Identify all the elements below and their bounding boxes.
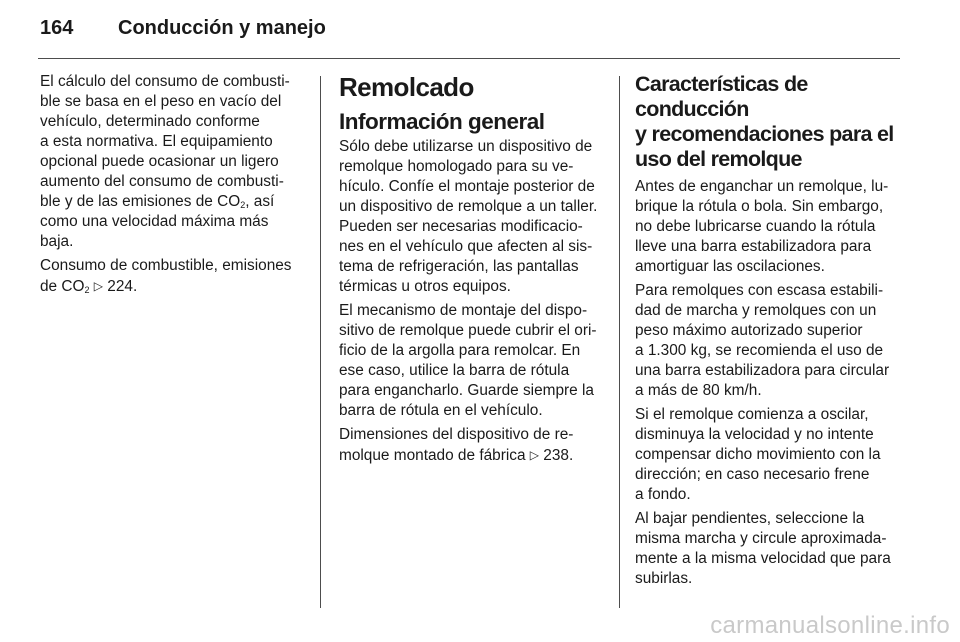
text-line: una barra estabilizadora para circular (635, 362, 890, 379)
column-divider-left (320, 76, 321, 608)
text-line: subirlas. (635, 570, 693, 587)
paragraph-stabilizer (635, 281, 901, 401)
column-2 (339, 72, 603, 465)
text-line: misma marcha y circule aproximada- (635, 530, 887, 547)
text-line: aumento del consumo de combusti- (40, 173, 284, 190)
text-line: lleve una barra estabilizadora para (635, 238, 872, 255)
text-line: El cálculo del consumo de combusti- (40, 73, 290, 90)
text-line: tema de refrigeración, las pantallas (339, 258, 579, 275)
text-line: opcional puede ocasionar un ligero (40, 153, 279, 170)
paragraph-emissions-ref (40, 256, 302, 296)
text-line-ref: de $CO_2$ ▷ 224. (40, 278, 138, 295)
column-3 (635, 72, 901, 589)
text-line: Pueden ser necesarias modificacio- (339, 218, 583, 235)
heading-line: Características de (635, 72, 808, 96)
text-line: Si el remolque comienza a oscilar, (635, 406, 869, 423)
text-line: El mecanismo de montaje del dispo- (339, 302, 588, 319)
text-line: ficio de la argolla para remolcar. En (339, 342, 581, 359)
text-line: térmicas u otros equipos. (339, 278, 511, 295)
paragraph-dimensions-ref (339, 425, 603, 465)
page-ref-link[interactable]: 224. (103, 278, 138, 295)
text-line: Consumo de combustible, emisiones (40, 257, 292, 274)
text-line: sitivo de remolque puede cubrir el ori- (339, 322, 597, 339)
text-line: Para remolques con escasa estabili- (635, 282, 884, 299)
page-ref-link[interactable]: 238. (539, 447, 574, 464)
page-ref-icon[interactable]: ▷ (93, 279, 104, 293)
paragraph-mounting (339, 301, 603, 421)
text-line: no debe lubricarse cuando la rótula (635, 218, 876, 235)
heading-line: conducción (635, 97, 749, 121)
text-line: remolque homologado para su ve- (339, 158, 574, 175)
page-ref-icon[interactable]: ▷ (529, 448, 540, 462)
header-rule (38, 58, 900, 59)
text-line: Al bajar pendientes, seleccione la (635, 510, 865, 527)
paragraph-fuel-calculation (40, 72, 302, 252)
heading-line: uso del remolque (635, 147, 802, 171)
text-line-ref: molque montado de fábrica ▷ 238. (339, 447, 574, 464)
watermark: carmanualsonline.info (710, 612, 950, 639)
text-line: Antes de enganchar un remolque, lu- (635, 178, 889, 195)
heading-line: y recomendaciones para el (635, 122, 894, 146)
text-line: ble se basa en el peso en vacío del (40, 93, 282, 110)
text-line: a esta normativa. El equipamiento (40, 133, 273, 150)
page-header (40, 16, 326, 40)
text-line: nes en el vehículo que afecten al sis- (339, 238, 593, 255)
text-line: hículo. Confíe el montaje posterior de (339, 178, 595, 195)
text-line: compensar dicho movimiento con la (635, 446, 881, 463)
paragraph-oscillation (635, 405, 901, 505)
text-line: barra de rótula en el vehículo. (339, 402, 543, 419)
page-number: 164 (40, 17, 74, 39)
text-line: un dispositivo de remolque a un taller. (339, 198, 598, 215)
paragraph-approved-device (339, 137, 603, 297)
text-line: a fondo. (635, 486, 691, 503)
text-line: Sólo debe utilizarse un dispositivo de (339, 138, 593, 155)
text-line: baja. (40, 233, 74, 250)
text-line: para engancharlo. Guarde siempre la (339, 382, 594, 399)
text-line: disminuya la velocidad y no intente (635, 426, 874, 443)
text-line: amortiguar las oscilaciones. (635, 258, 825, 275)
text-line: a 1.300 kg, se recomienda el uso de (635, 342, 884, 359)
page-title: Conducción y manejo (118, 17, 326, 39)
text-line: Dimensiones del dispositivo de re- (339, 426, 574, 443)
text-line: a más de 80 km/h. (635, 382, 762, 399)
text-line: ese caso, utilice la barra de rótula (339, 362, 570, 379)
paragraph-lubrication (635, 177, 901, 277)
text-line: peso máximo autorizado superior (635, 322, 863, 339)
text-line: brique la rótula o bola. Sin embargo, (635, 198, 884, 215)
subsection-title: Información general (339, 109, 545, 134)
text-line: mente a la misma velocidad que para (635, 550, 891, 567)
section-heading-driving (635, 72, 901, 172)
column-divider-right (619, 76, 620, 608)
text-line: dad de marcha y remolques con un (635, 302, 877, 319)
text-line: dirección; en caso necesario frene (635, 466, 870, 483)
text-line-co2: ble y de las emisiones de $CO_2$, así (40, 193, 275, 210)
column-1 (40, 72, 302, 296)
section-title: Remolcado (339, 72, 474, 102)
text-line: como una velocidad máxima más (40, 213, 269, 230)
text-line: vehículo, determinado conforme (40, 113, 260, 130)
paragraph-slopes (635, 509, 901, 589)
